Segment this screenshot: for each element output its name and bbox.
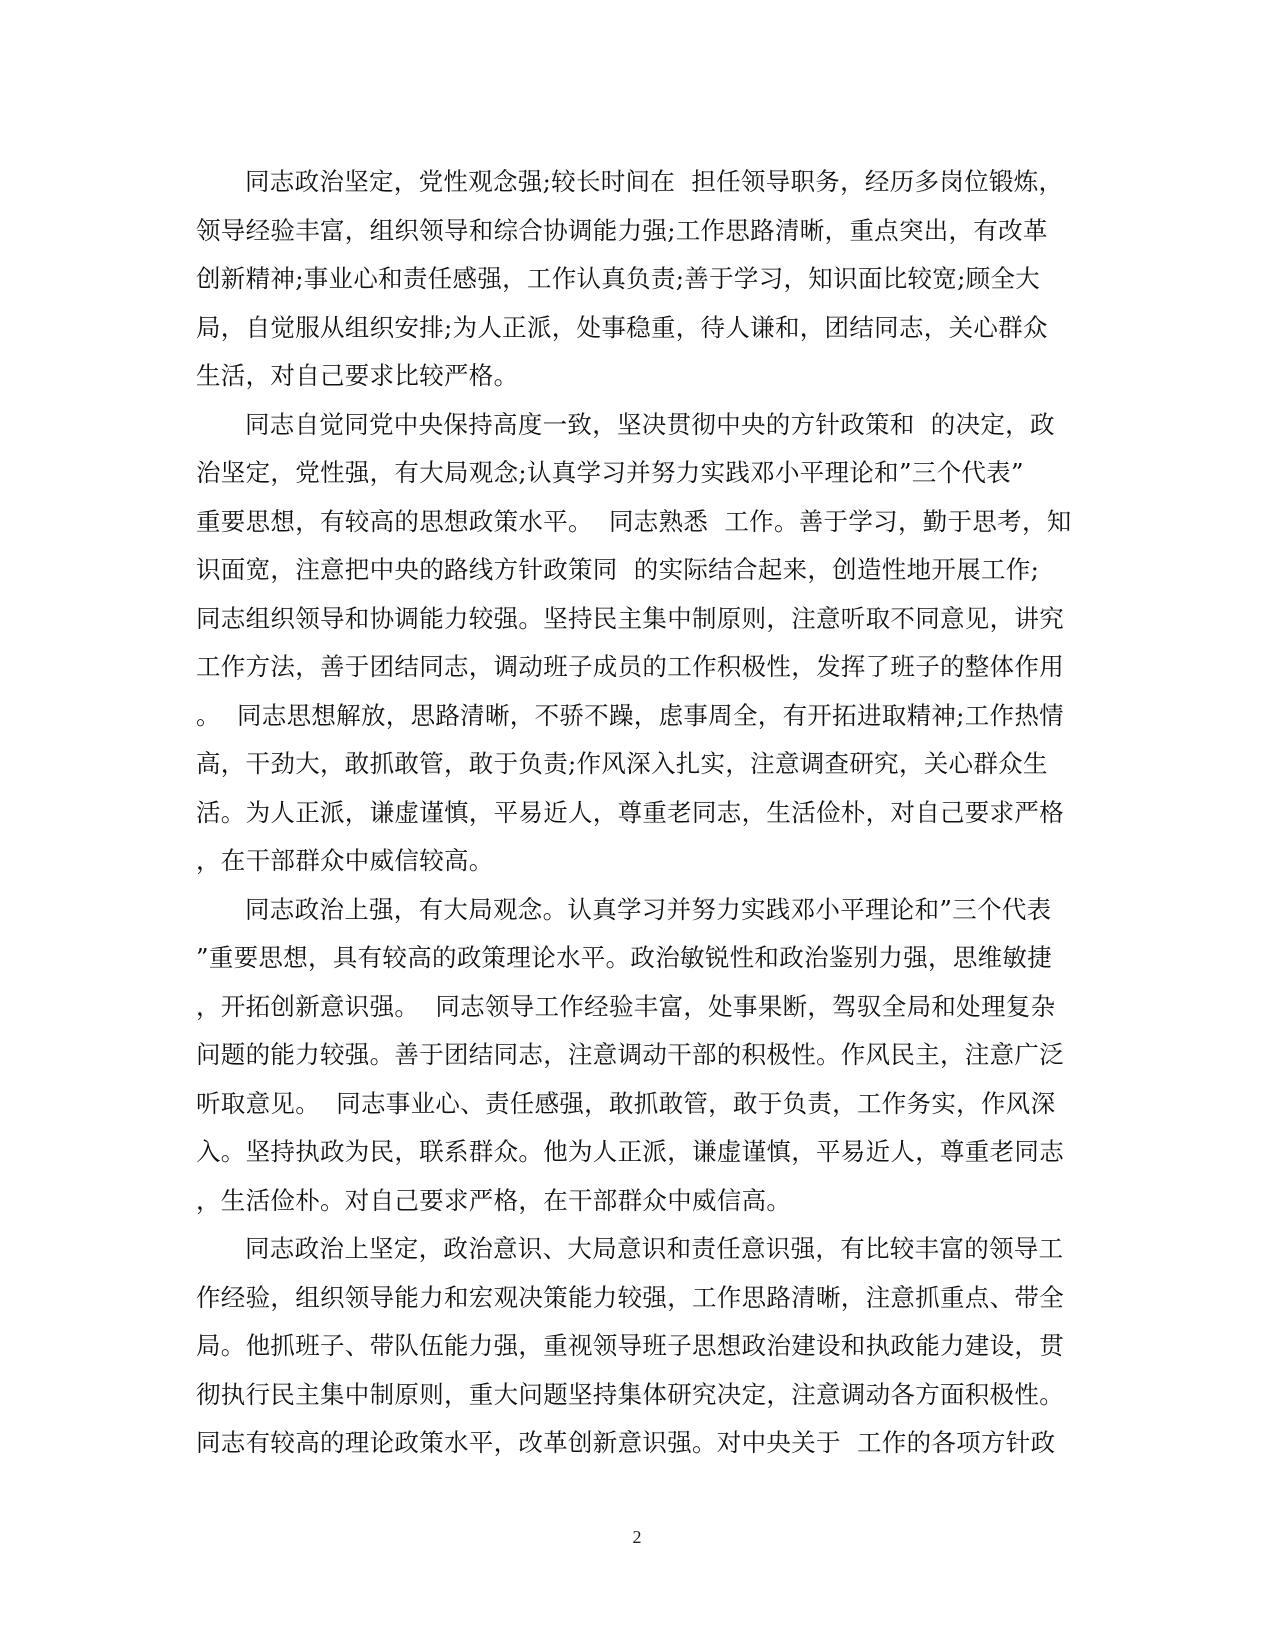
text-line: 同志政治上强，有大局观念。认真学习并努力实践邓小平理论和”三个代表: [245, 894, 1052, 924]
text-line: 工作方法，善于团结同志，调动班子成员的工作积极性，发挥了班子的整体作用: [196, 652, 1064, 681]
text-line: 彻执行民主集中制原则，重大问题坚持集体研究决定，注意调动各方面积极性。: [196, 1379, 1064, 1409]
text-line: 同志政治上坚定，政治意识、大局意识和责任意识强，有比较丰富的领导工: [245, 1234, 1064, 1263]
text-line: 高，干劲大，敢抓敢管，敢于负责;作风深入扎实，注意调查研究，关心群众生: [196, 749, 1048, 778]
text-line: 作经验，组织领导能力和宏观决策能力较强，工作思路清晰，注意抓重点、带全: [196, 1282, 1064, 1312]
text-line: 同志政治坚定，党性观念强;较长时间在 担任领导职务，经历多岗位锻炼，: [245, 167, 1064, 196]
text-line: 生活，对自己要求比较严格。: [196, 361, 519, 390]
text-line: 活。为人正派，谦虚谨慎，平易近人，尊重老同志，生活俭朴，对自己要求严格: [196, 797, 1064, 827]
text-line: 。 同志思想解放，思路清晰，不骄不躁，虑事周全，有开拓进取精神;工作热情: [196, 700, 1064, 730]
text-line: ，在干部群众中威信较高。: [196, 846, 494, 875]
body-text: [196, 158, 1076, 1468]
text-line: 入。坚持执政为民，联系群众。他为人正派，谦虚谨慎，平易近人，尊重老同志: [196, 1137, 1064, 1166]
text-line: 同志有较高的理论政策水平，改革创新意识强。对中央关于 工作的各项方针政: [196, 1428, 1056, 1457]
text-line: 局。他抓班子、带队伍能力强，重视领导班子思想政治建设和执政能力建设，贯: [196, 1331, 1064, 1360]
page-number: 2: [632, 1527, 642, 1547]
text-line: ，生活俭朴。对自己要求严格，在干部群众中威信高。: [196, 1185, 792, 1215]
text-line: 同志自觉同党中央保持高度一致，坚决贯彻中央的方针政策和 的决定，政: [245, 409, 1055, 439]
text-line: 领导经验丰富，组织领导和综合协调能力强;工作思路清晰，重点突出，有改革: [196, 215, 1048, 245]
text-line: 同志组织领导和协调能力较强。坚持民主集中制原则，注意听取不同意见，讲究: [196, 603, 1064, 633]
text-line: 听取意见。 同志事业心、责任感强，敢抓敢管，敢于负责，工作务实，作风深: [196, 1088, 1056, 1118]
text-line: 重要思想，有较高的思想政策水平。 同志熟悉 工作。善于学习，勤于思考，知: [196, 506, 1072, 536]
text-line: 治坚定，党性强，有大局观念;认真学习并努力实践邓小平理论和”三个代表”: [196, 458, 1024, 487]
text-line: ”重要思想，具有较高的政策理论水平。政治敏锐性和政治鉴别力强，思维敏捷: [196, 943, 1053, 972]
text-line: 创新精神;事业心和责任感强，工作认真负责;善于学习，知识面比较宽;顾全大: [196, 264, 1041, 293]
text-line: ，开拓创新意识强。 同志领导工作经验丰富，处事果断，驾驭全局和处理复杂: [196, 991, 1056, 1021]
text-line: 问题的能力较强。善于团结同志，注意调动干部的积极性。作风民主，注意广泛: [196, 1040, 1064, 1069]
text-line: 局，自觉服从组织安排;为人正派，处事稳重，待人谦和，团结同志，关心群众: [196, 312, 1048, 342]
text-line: 识面宽，注意把中央的路线方针政策同 的实际结合起来，创造性地开展工作;: [196, 555, 1040, 584]
